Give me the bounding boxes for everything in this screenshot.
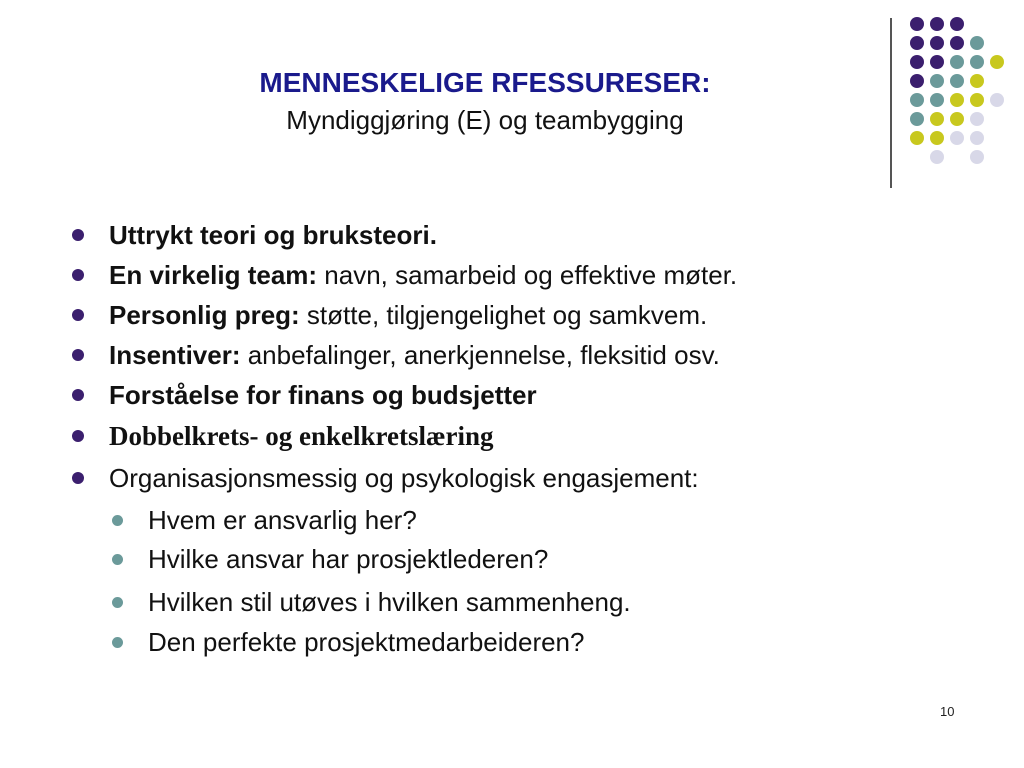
- bullet-item: [0, 458, 1000, 498]
- bullet-text: Uttrykt teori og bruksteori.: [109, 220, 437, 250]
- page-number: 10: [940, 704, 955, 719]
- bullet-text: Organisasjonsmessig og psykologisk engasjement:: [109, 463, 699, 493]
- bullet-item: [0, 215, 1000, 255]
- bullet-item: [0, 416, 1000, 456]
- sub-bullet-dot-icon: [112, 515, 123, 526]
- bullet-text: En virkelig team: navn, samarbeid og effektive møter.: [109, 260, 738, 290]
- sub-bullet-item: [0, 582, 1000, 622]
- sub-bullet-dot-icon: [112, 597, 123, 608]
- bullet-text: Insentiver: anbefalinger, anerkjennelse, fleksitid osv.: [109, 340, 720, 370]
- bullet-item: [0, 335, 1000, 375]
- slide-subtitle: Myndiggjøring (E) og teambygging: [286, 105, 684, 135]
- bullet-text: Dobbelkrets- og enkelkretslæring: [109, 421, 494, 451]
- sub-bullet-text: Hvilke ansvar har prosjektlederen?: [148, 544, 549, 574]
- bullet-dot-icon: [72, 349, 84, 361]
- bullet-dot-icon: [72, 269, 84, 281]
- bullet-item: [0, 295, 1000, 335]
- bullet-dot-icon: [72, 229, 84, 241]
- sub-bullet-text: Hvem er ansvarlig her?: [148, 505, 417, 535]
- bullet-text: Personlig preg: støtte, tilgjengelighet og samkvem.: [109, 300, 708, 330]
- bullet-dot-icon: [72, 430, 84, 442]
- sub-bullet-item: [0, 500, 1000, 540]
- sub-bullet-item: [0, 539, 1000, 579]
- sub-bullet-text: Den perfekte prosjektmedarbeideren?: [148, 627, 585, 657]
- slide-title: MENNESKELIGE RFESSURESER:: [259, 67, 711, 98]
- bullet-dot-icon: [72, 472, 84, 484]
- sub-bullet-dot-icon: [112, 637, 123, 648]
- bullet-item: [0, 255, 1000, 295]
- sub-bullet-text: Hvilken stil utøves i hvilken sammenheng.: [148, 587, 631, 617]
- sub-bullet-item: [0, 622, 1000, 662]
- bullet-dot-icon: [72, 389, 84, 401]
- bullet-item: [0, 375, 1000, 415]
- bullet-dot-icon: [72, 309, 84, 321]
- bullet-text: Forståelse for finans og budsjetter: [109, 380, 537, 410]
- sub-bullet-dot-icon: [112, 554, 123, 565]
